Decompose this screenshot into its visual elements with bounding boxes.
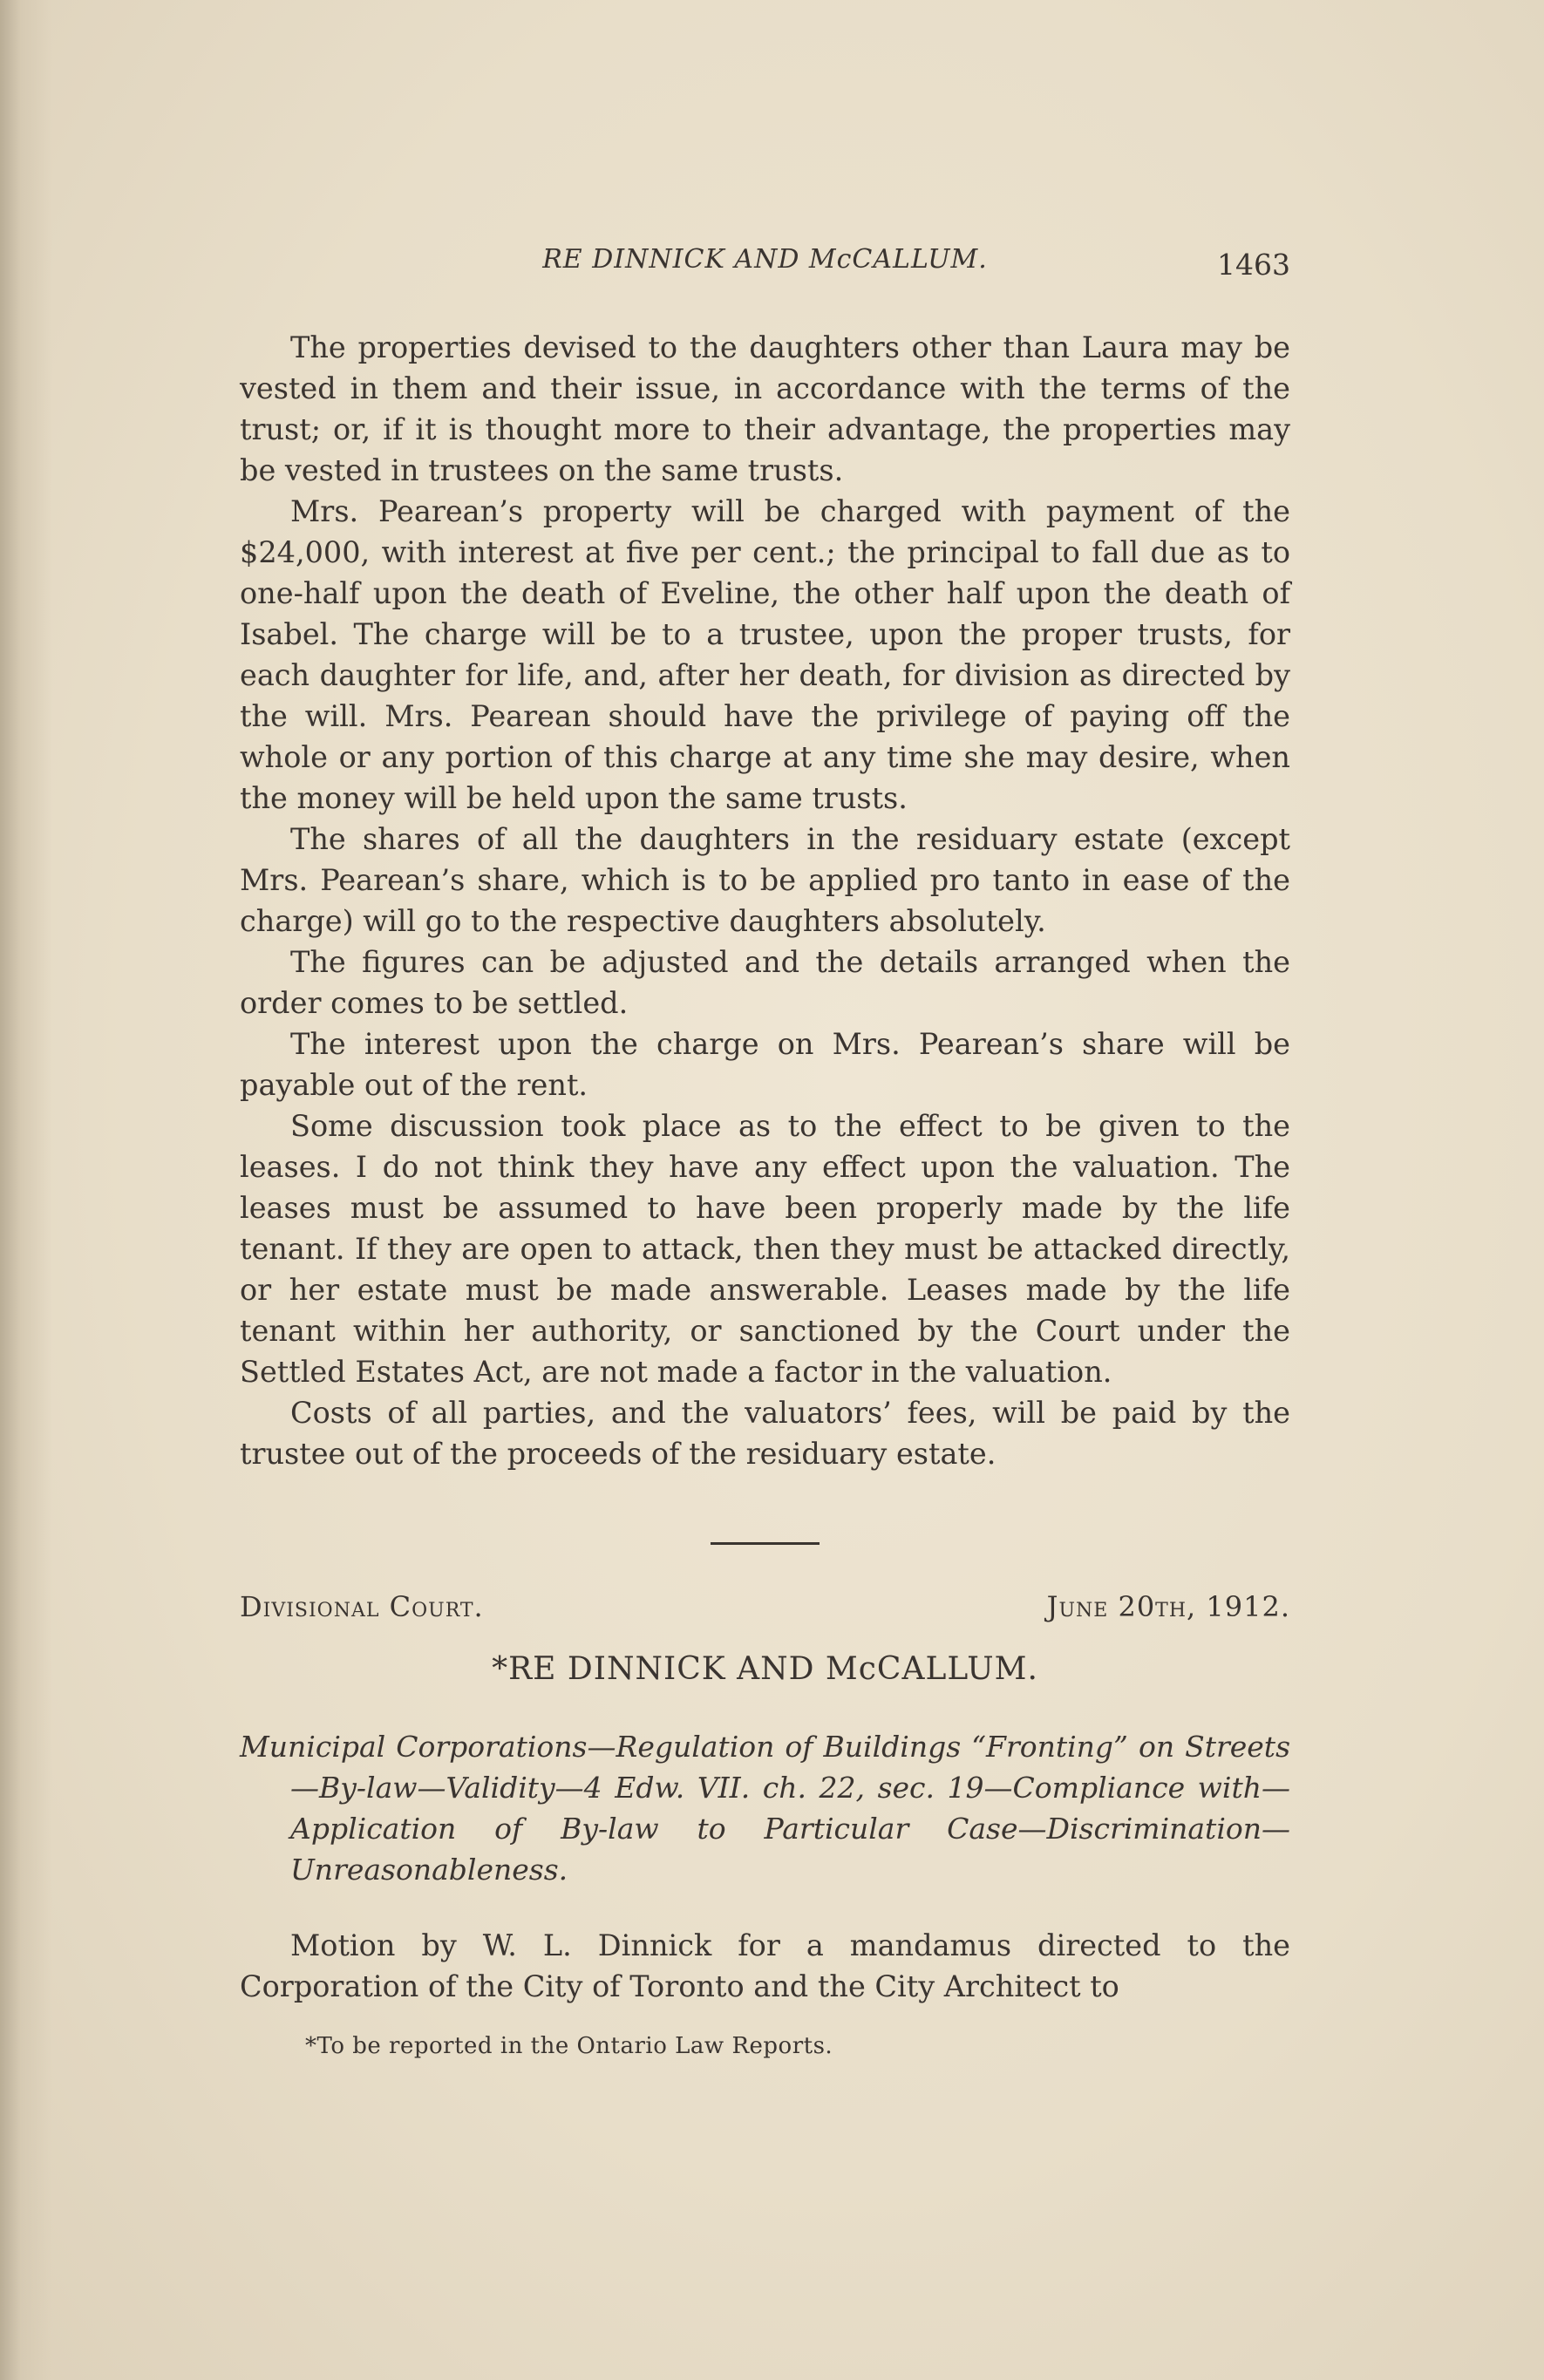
- court-line: [240, 1590, 1290, 1634]
- headnote: Municipal Corporations—Regulation of Buildings “Fronting” on Streets—By-law—Validity—4 Edw. VII. ch. 22, sec. 19—Compliance with—Application of By-law to Particular Case—Discrimination—Unreasonableness.: [240, 1730, 1290, 1887]
- page-body: [240, 327, 1290, 2059]
- paragraph-motion: Motion by W. L. Dinnick for a mandamus directed to the Corporation of the City of Toronto and the City Architect to: [240, 1928, 1290, 2003]
- section-divider: [711, 1542, 820, 1545]
- binding-gutter-shadow: [0, 0, 52, 2380]
- paragraph-charge: Mrs. Pearean’s property will be charged with payment of the $24,000, with interest at five per cent.; the principal to fall due as to one-half upon the death of Eveline, the other half upon the death of Isabel. The charge will be to a trustee, upon the proper trusts, for each daughter for life, and, after her death, for division as directed by the will. Mrs. Pearean should have the privilege of paying off the whole or any portion of this charge at any time she may desire, when the money will be held upon the same trusts.: [240, 494, 1290, 815]
- case-title: *RE DINNICK AND McCALLUM.: [492, 1651, 1038, 1687]
- footnote: *To be reported in the Ontario Law Reports.: [305, 2033, 833, 2059]
- paragraph-figures: The figures can be adjusted and the details arranged when the order comes to be settled.: [240, 945, 1290, 1020]
- page-header: [240, 244, 1290, 288]
- decision-date: June 20th, 1912.: [1046, 1590, 1290, 1623]
- paragraph-residuary-shares: The shares of all the daughters in the residuary estate (except Mrs. Pearean’s share, which is to be applied pro tanto in ease of the charge) will go to the respective daughters absolutely.: [240, 822, 1290, 938]
- paragraph-vesting: The properties devised to the daughters other than Laura may be vested in them and their issue, in accordance with the terms of the trust; or, if it is thought more to their advantage, the properties may be vested in trustees on the same trusts.: [240, 330, 1290, 487]
- paragraph-interest: The interest upon the charge on Mrs. Pearean’s share will be payable out of the rent.: [240, 1027, 1290, 1102]
- paragraph-costs: Costs of all parties, and the valuators’ fees, will be paid by the trustee out of the proceeds of the residuary estate.: [240, 1396, 1290, 1471]
- running-title: RE DINNICK AND McCALLUM.: [542, 244, 988, 275]
- court-name: Divisional Court.: [240, 1590, 484, 1623]
- paragraph-leases: Some discussion took place as to the effect to be given to the leases. I do not think they have any effect upon the valuation. The leases must be assumed to have been properly made by the life tenant. If they are open to attack, then they must be attacked directly, or her estate must be made answerable. Leases made by the life tenant within her authority, or sanctioned by the Court under the Settled Estates Act, are not made a factor in the valuation.: [240, 1109, 1290, 1389]
- page-number: 1463: [1217, 248, 1290, 282]
